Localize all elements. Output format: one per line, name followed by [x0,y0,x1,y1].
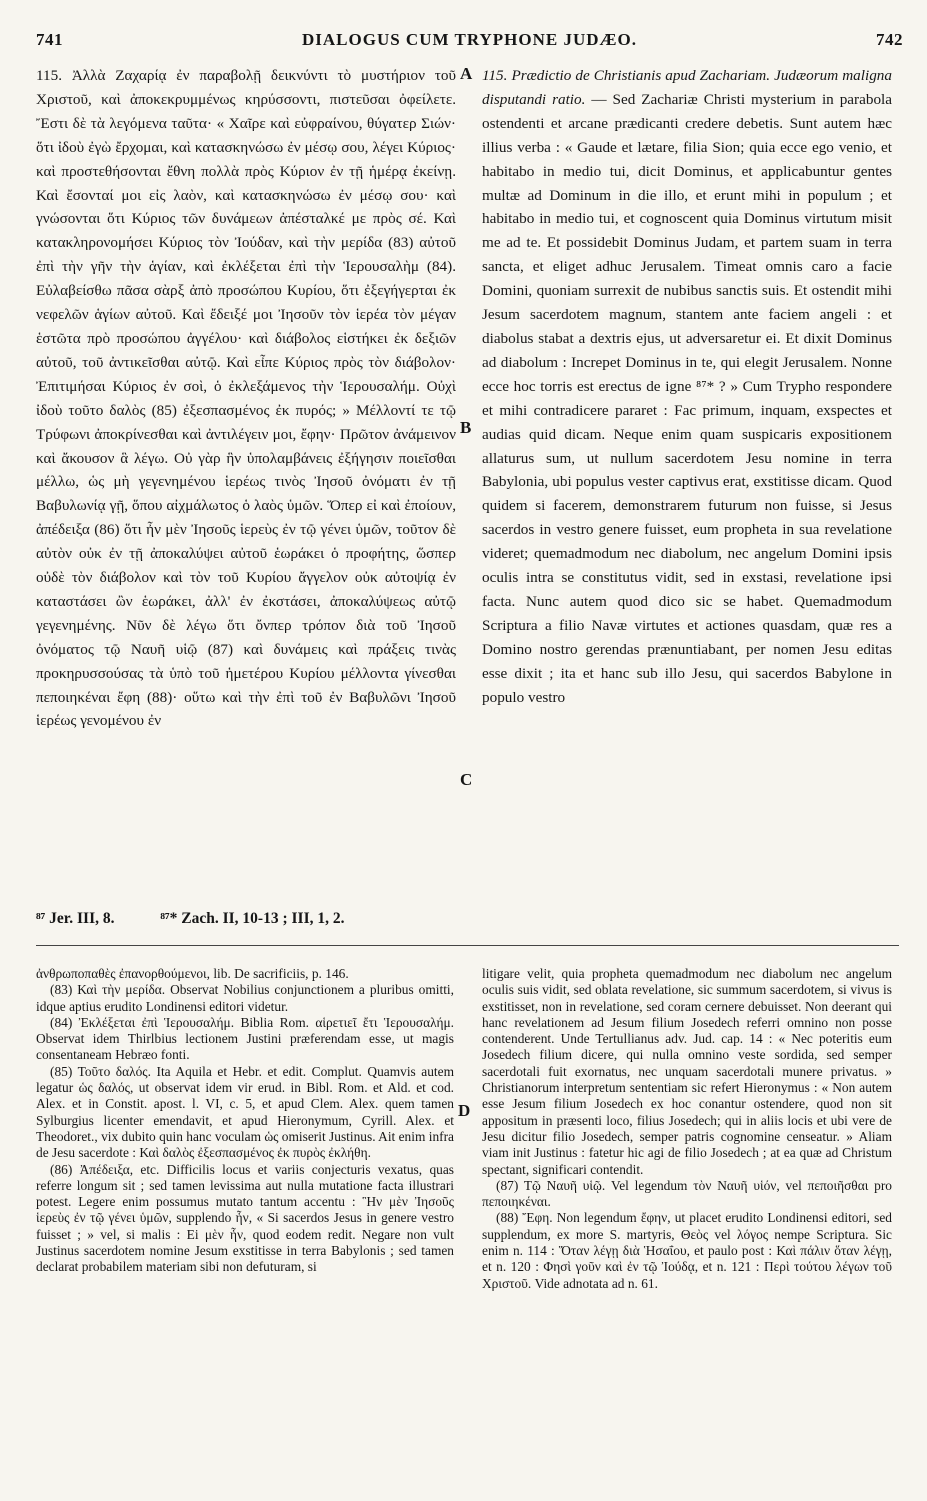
greek-text-column [36,64,456,733]
page-number-left: 741 [36,30,63,49]
latin-body: — Sed Zachariæ Christi mysterium in parabola ostendenti et arcane prædicanti credere debetis. Sunt autem hæc illius verba : « Gaude et lætare, filia Sion; quia ecce ego venio, et habitabo in medio tui, dicit Dominus, et applicabuntur gentes multæ ad Dominum in die illo, et erunt mihi in populum ; et habitabo in medio tui, et cognoscent quia Dominus virtutum misit me ad te. Et possidebit Dominus Judam, et partem suam in terra sancta, et eliget adhuc Jerusalem. Timeat omnis caro a facie Domini, quoniam surrexit de nubibus sanctis suis. Et ostendit mihi Jesum sacerdotem magnum, stantem ante faciem angeli : et diabolus stabat a dextris ejus, ut adversaretur ei. Et dixit Dominus ad diabolum : Increpet Dominus in te, qui elegit Jerusalem. Nonne ecce hoc torris est erectus de igne ⁸⁷* ? » Cum Trypho respondere et mihi contradicere pararet : Fac primum, inquam, exspectes et audias quid dicam. Neque enim quam suspicaris expositionem allaturus sum, ut nullum sacerdotem Jesu nomine in terra Babylonia, ubi populus vester captivus erat, exstitisse dicam. Quod quidem si facerem, demonstrarem futurum non fuisse, si Jesus sacerdos in vestro genere fuisset, eum propheta in sua revelatione videret; quemadmodum nec diabolum, nec angelum Domini ipsis oculis intra se constitutus vidit, sed in exstasi, revelatione ipsi facta. Nunc autem quod dico sic se habet. Quemadmodum Scriptura a filio Navæ virtutes et actiones quasdam, quæ res a Domino nostro gerendas prænuntiabant, per nomen Jesu editas esse dixit ; ita et hanc sub illo Jesu, qui sacerdos Babylone in populo vestro [482,90,892,706]
note-86: (86) Ἀπέδειξα, etc. Difficilis locus et variis conjecturis vexatus, quas referre longum sit ; sed tamen levissima aut nulla mutatione facta illustrari potest. Legere enim possumus mutato tantum accentu : Ἣν μὲν Ἰησοῦς ἱερεὺς ἐν τῷ γένει ὑμῶν, supplendo ἦν, « Si sacerdos Jesus in genere vestro fuisset ; » vel, si malis : Ei μὲν ἦν, quod eodem redit. Negare non vult Justinus sacerdotem nomine Jesum exstitisse in terra Babylonis ; sed tamen declarat probabilem materiam sibi non defuturam, si [36,1161,454,1275]
page-number-right: 742 [876,30,903,49]
scripture-ref: ⁸⁷* Zach. II, 10-13 ; III, 1, 2. [160,910,345,927]
notes-right-column [482,966,892,1292]
note-87: (87) Τῷ Ναυῆ υἱῷ. Vel legendum τὸν Ναυῆ υἱόν, vel πεποιῆσθαι pro πεποιηκέναι. [482,1177,892,1210]
running-title: DIALOGUS CUM TRYPHONE JUDÆO. [302,30,637,49]
greek-paragraph: 115. Ἀλλὰ Ζαχαρίᾳ ἐν παραβολῇ δεικνύντι τὸ μυστήριον τοῦ Χριστοῦ, καὶ ἀποκεκρυμμένως κηρύσσοντι, πιστεῦσαι ὀφείλετε. Ἔστι δὲ τὰ λεγόμενα ταῦτα· « Χαῖρε καὶ εὐφραίνου, θύγατερ Σιών· ὅτι ἰδοὺ ἐγὼ ἔρχομαι, καὶ κατασκηνώσω ἐν μέσῳ σου, λέγει Κύριος· καὶ προστεθήσονται ἔθνη πολλὰ πρὸς Κύριον ἐν τῇ ἡμέρᾳ ἐκείνῃ. Καὶ ἔσονταί μοι εἰς λαὸν, καὶ κατασκηνώσω ἐν μέσῳ σου· καὶ γνώσονται ὅτι Κύριος τῶν δυνάμεων ἀπέσταλκέ με πρὸς σέ. Καὶ κατακληρονομήσει Κύριος τὸν Ἰούδαν, καὶ τὴν μερίδα (83) αὐτοῦ ἐπὶ τὴν γῆν τὴν ἁγίαν, καὶ ἐκλέξεται ἐπὶ τὴν Ἱερουσαλὴμ (84). Εὐλαβείσθω πᾶσα σὰρξ ἀπὸ προσώπου Κυρίου, ὅτι ἐξεγήγερται ἐκ νεφελῶν ἁγίων αὐτοῦ. Καὶ ἔδειξέ μοι Ἰησοῦν τὸν ἱερέα τὸν μέγαν ἑστῶτα πρὸ προσώπου ἀγγέλου· καὶ διάβολος εἱστήκει ἐκ δεξιῶν αὐτοῦ, τοῦ ἀντικεῖσθαι αὐτῷ. Καὶ εἶπε Κύριος πρὸς τὸν διάβολον· Ἐπιτιμήσαι Κύριος ἐν σοὶ, ὁ ἐκλεξάμενος τὴν Ἱερουσαλήμ. Οὐχὶ ἰδοὺ τοῦτο δαλὸς (85) ἐξεσπασμένος ἐκ πυρός; » Μέλλοντί τε τῷ Τρύφωνι ἀποκρίνεσθαι καὶ ἀντιλέγειν μοι, ἔφην· Πρῶτον ἀνάμεινον καὶ ἄκουσον ἃ λέγω. Οὐ γὰρ ἣν ὑπολαμβάνεις ἐξήγησιν ποιεῖσθαι μέλλω, ὡς μὴ γεγενημένου ἱερέως τινὸς Ἰησοῦ ὀνόματι ἐν τῇ Βαβυλωνίᾳ γῇ, ὅπου αἰχμάλωτος ὁ λαὸς ὑμῶν. Ὅπερ εἰ καὶ ἐποίουν, ἀπέδειξα (86) ὅτι ἦν μὲν Ἰησοῦς ἱερεὺς ἐν τῷ γένει ὑμῶν, τοῦτον δὲ αὐτὸν οὐκ ἐν τῇ ἀποκαλύψει αὐτοῦ ἑωράκει ὁ προφήτης, ὥσπερ οὐδὲ τὸν διάβολον καὶ τὸν τοῦ Κυρίου ἄγγελον οὐκ αὐτοψίᾳ ἐν καταστάσει ὢν ἑωράκει, ἀλλ' ἐν ἐκστάσει, ἀποκαλύψεως αὐτῷ γεγενημένης. Νῦν δὲ λέγω ὅτι ὄνπερ τρόπον διὰ τοῦ Ἰησοῦ ὀνόματος τῷ Ναυῆ υἱῷ (87) καὶ δυνάμεις καὶ πράξεις τινὰς προκηρυσσούσας τὰ ὑπὸ τοῦ ἡμετέρου Κυρίου μέλλοντα γίνεσθαι πεποιηκέναι ἔφη (88)· οὕτω καὶ τὴν ἐπὶ τοῦ ἐν Βαβυλῶνι Ἰησοῦ ἱερέως γενομένου ἐν [36,67,456,730]
note-88: (88) Ἔφη. Non legendum ἔφην, ut placet erudito Londinensi editori, sed supplendum, ex more S. martyris, Θεὸς vel λόγος nempe Scriptura. Sic enim n. 114 : Ὅταν λέγῃ διὰ Ἡσαΐου, et paulo post : Καὶ πάλιν ὅταν λέγῃ, et n. 120 : Φησὶ γοῦν καὶ ἐν τῷ Ἰούδᾳ, et n. 121 : Περὶ τούτου λέγων τοῦ Χριστοῦ. Vide adnotata ad n. 61. [482,1210,892,1291]
note-85: (85) Τοῦτο δαλός. Ita Aquila et Hebr. et edit. Complut. Quamvis autem legatur ὡς δαλός, ut observat idem vir erud. in Bibl. Rom. et Ald. et cod. Alex. et in Constit. apost. l. VI, c. 5, et apud Clem. Alex. quem tamen Sylburgius licenter emendavit, et apud Hieronymum, Cyrill. Alex. et Theodoret., vix dubito quin hanc voculam ὡς omiserit Justinus. Ait enim infra de Jesu sacerdote : Καὶ δαλὸς ἐξεσπασμένος ἐκ πυρὸς ἐκλήθη. [36,1063,455,1161]
note-83: (83) Καὶ τὴν μερίδα. Observat Nobilius conjunctionem a pluribus omitti, idque aptius erudito Londinensi editori videtur. [36,982,454,1014]
running-header [36,30,903,56]
note-continuation: ἀνθρωποπαθὲς ἐπανορθούμενοι, lib. De sacrificiis, p. 146. [36,966,349,981]
margin-letter-b: B [460,418,472,437]
note-84: (84) Ἐκλέξεται ἐπὶ Ἱερουσαλήμ. Biblia Rom. αἱρετιεῖ ἔτι Ἱερουσαλήμ. Observat idem Thirlbius lectionem Justini præferendam esse, ut magis consentaneam Hebræo fonti. [36,1014,454,1063]
latin-paragraph [482,64,892,709]
scripture-ref: ⁸⁷ Jer. III, 8. [36,910,115,927]
latin-heading: 115. Prædictio de Christianis apud Zachariam. Judæorum maligna disputandi ratio. [482,67,892,108]
notes-left-column [36,966,454,1276]
margin-letter-a: A [460,64,473,83]
separator-rule [36,945,899,946]
latin-text-column [482,64,892,709]
note-86-continuation: litigare velit, quia propheta quemadmodum nec diabolum nec angelum oculis suis vidit, sed oblata revelatione, sic summum sacerdotem, si vivus is exstitisset, non in revelatione, sed coram cernere debuisset. Non deerant qui hanc revelationem ad Jesum filium Josedech referri omnino non posse contenderent. Unde Tertullianus adv. Jud. cap. 14 : « Nec poteritis eum Josedech filium dicere, qui nulla omnino veste sordida, sed semper sacerdotali fuit exornatus, nec unquam sacerdotali munere privatus. » Christianorum interpretum sententiam sic refert Hieronymus : « Non autem esse Jesum filium Josedech ex hoc conantur ostendere, quod non sit appositum in præsenti loco, filius Josedech; qui in aliis locis et ubi vere de Jesu dicitur filio Josedech, semper patris cognomine censeatur. » Aliam viam init Justinus : fatetur hic agi de filio Josedech ; at ea quæ ad Christum spectant, significari contendit. [482,966,892,1177]
margin-letter-c: C [460,770,473,789]
scripture-references [36,910,636,928]
margin-letter-d: D [458,1101,471,1120]
